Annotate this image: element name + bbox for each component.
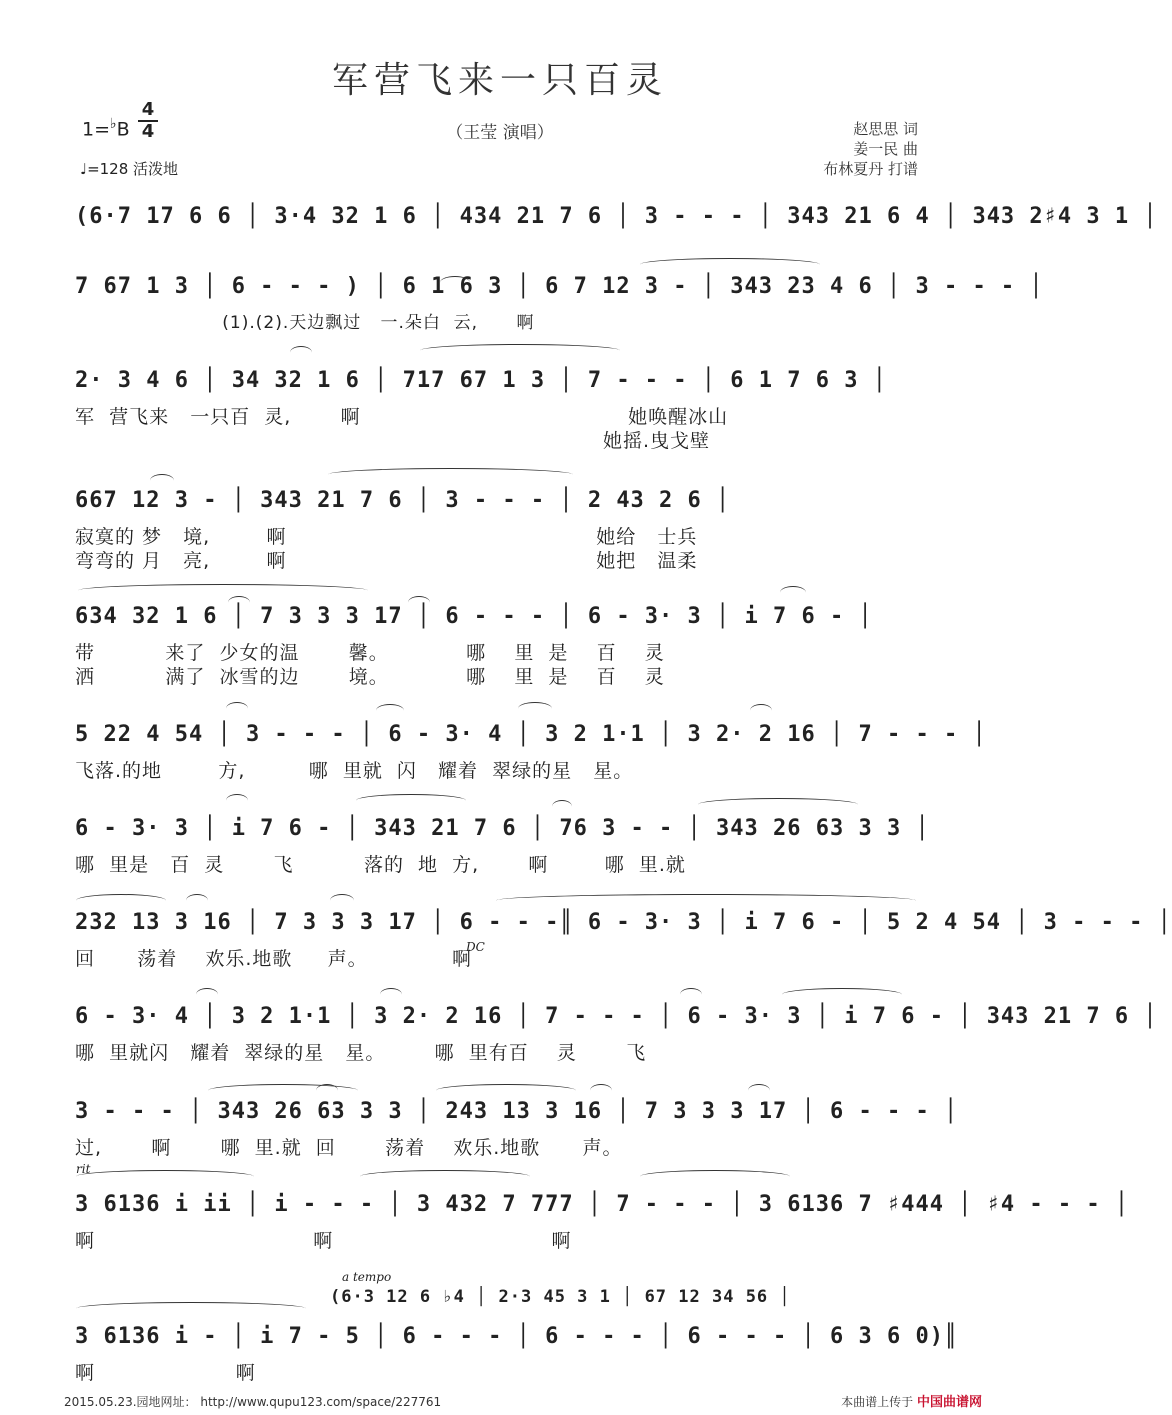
slur-arc (748, 1084, 770, 1097)
transcriber-credit: 布林夏丹 打谱 (823, 160, 918, 178)
slur-arc (228, 596, 250, 609)
slur-arc (380, 988, 402, 1001)
lyric-row: 军 营飞来 一只百 灵, 啊 她唤醒冰山 (75, 406, 729, 428)
slur-arc (186, 894, 208, 907)
notation-row: 2· 3 4 6 │ 34 32 1 6 │ 717 67 1 3 │ 7 - - - │ 6 1 7 6 3 │ (75, 368, 887, 393)
lyric-row: 寂寞的 梦 境, 啊 她给 士兵 (75, 526, 698, 548)
lyric-row: 飞落.的地 方, 哪 里就 闪 耀着 翠绿的星 星。 (75, 760, 634, 782)
notation-row: 6 - 3· 3 │ i 7 6 - │ 343 21 7 6 │ 76 3 - - │ 343 26 63 3 3 │ (75, 816, 930, 841)
score-line-12 (330, 1282, 820, 1312)
key-prefix: 1= (82, 118, 111, 141)
slur-arc (518, 702, 552, 715)
slur-arc (78, 584, 368, 597)
meter-top: 4 (141, 99, 155, 120)
time-signature (138, 100, 158, 142)
slur-arc (76, 1302, 306, 1315)
footer-source (841, 1391, 982, 1410)
singer-credit: （王莹 演唱） (446, 123, 554, 143)
footer-url: 2015.05.23.园地网址： http://www.qupu123.com/space/227761 (64, 1395, 442, 1409)
slur-arc (290, 346, 312, 359)
lyric-row: 弯弯的 月 亮, 啊 她把 温柔 (75, 550, 698, 572)
slur-arc (196, 988, 218, 1001)
composer-credit: 姜一民 曲 (853, 140, 918, 158)
notation-row: 634 32 1 6 │ 7 3 3 3 17 │ 6 - - - │ 6 - 3· 3 │ i 7 6 - │ (75, 604, 873, 629)
slur-arc (680, 988, 702, 1001)
key-note: B (116, 118, 130, 141)
lyric-row: 哪 里是 百 灵 飞 落的 地 方, 啊 哪 里.就 (75, 854, 686, 876)
dc-mark: DC (466, 940, 485, 954)
footer-source-prefix: 本曲谱上传于 (841, 1395, 914, 1409)
notation-row: 667 12 3 - │ 343 21 7 6 │ 3 - - - │ 2 43 2 6 │ (75, 488, 731, 513)
notation-row: (6·7 17 6 6 │ 3·4 32 1 6 │ 434 21 7 6 │ 3 - - - │ 343 21 6 4 │ 343 2♯4 3 1 │ (75, 204, 1158, 229)
slur-arc (552, 800, 572, 813)
score-line-10 (75, 1095, 959, 1129)
notation-row: 7 67 1 3 │ 6 - - - ) │ 6 1 6 3 │ 6 7 12 3 - │ 343 23 4 6 │ 3 - - - │ (75, 274, 1044, 299)
notation-row: 3 6136 i - │ i 7 - 5 │ 6 - - - │ 6 - - - │ 6 - - - │ 6 3 6 0)║ (75, 1324, 959, 1349)
slur-arc (356, 794, 466, 807)
lyric-row: 过, 啊 哪 里.就 回 荡着 欢乐.地歌 声。 (75, 1137, 623, 1159)
slur-arc (496, 894, 916, 907)
lyric-row: (1).(2).天边飘过 一.朵白 云, 啊 (75, 313, 535, 333)
score-line-8 (75, 906, 1172, 940)
slur-arc (376, 704, 404, 717)
score-line-11 (75, 1188, 1130, 1222)
song-title: 军营飞来一只百灵 (331, 60, 668, 101)
notation-row: 5 22 4 54 │ 3 - - - │ 6 - 3· 4 │ 3 2 1·1 │ 3 2· 2 16 │ 7 - - - │ (75, 722, 987, 747)
slur-arc (780, 586, 806, 599)
lyricist-credit: 赵思思 词 (853, 120, 918, 138)
slur-arc (436, 1084, 576, 1097)
slur-arc (408, 596, 430, 609)
score-line-1 (75, 200, 1158, 234)
slur-arc (226, 794, 248, 807)
lyric-row: 啊 啊 (75, 1362, 256, 1384)
notation-row: 6 - 3· 4 │ 3 2 1·1 │ 3 2· 2 16 │ 7 - - - │ 6 - 3· 3 │ i 7 6 - │ 343 21 7 6 │ (75, 1004, 1158, 1029)
lyric-row: 回 荡着 欢乐.地歌 声。 啊 (75, 948, 473, 970)
slur-arc (590, 1084, 612, 1097)
slur-arc (76, 894, 166, 907)
tempo-marking: ♩=128 活泼地 (80, 160, 179, 178)
score-line-4 (75, 484, 925, 518)
score-line-5 (75, 600, 925, 634)
slur-arc (150, 474, 174, 487)
lyric-row: 她摇.曳戈壁 (75, 430, 711, 452)
score-line-6 (75, 718, 987, 752)
slur-arc (698, 798, 858, 811)
slur-arc (226, 702, 248, 715)
slur-arc (328, 468, 573, 481)
slur-arc (640, 258, 820, 271)
lyric-row: 带 来了 少女的温 馨。 哪 里 是 百 灵 (75, 642, 665, 664)
meter-bottom: 4 (141, 121, 155, 142)
a-tempo-mark: a tempo (342, 1270, 392, 1284)
slur-arc (640, 1170, 790, 1183)
slur-arc (440, 276, 470, 289)
lyric-row: 啊 啊 啊 (75, 1230, 572, 1252)
score-line-7 (75, 812, 930, 846)
slur-arc (76, 1170, 254, 1183)
key-flat: ♭ (110, 116, 117, 132)
slur-arc (750, 704, 772, 717)
slur-arc (316, 1084, 338, 1097)
notation-row: (6·3 12 6 ♭4 │ 2·3 45 3 1 │ 67 12 34 56 │ (330, 1287, 791, 1307)
slur-arc (330, 894, 354, 907)
score-line-9 (75, 1000, 1158, 1034)
notation-row: 232 13 3 16 │ 7 3 3 3 17 │ 6 - - -║ 6 - 3· 3 │ i 7 6 - │ 5 2 4 54 │ 3 - - - │ (75, 910, 1172, 935)
score-line-2 (75, 270, 1044, 304)
rit-mark: rit (76, 1162, 91, 1176)
site-logo: 中国曲谱网 (916, 1395, 982, 1410)
score-line-13 (75, 1320, 959, 1354)
notation-row: 3 - - - │ 343 26 63 3 3 │ 243 13 3 16 │ 7 3 3 3 17 │ 6 - - - │ (75, 1099, 959, 1124)
slur-arc (782, 988, 902, 1001)
notation-row: 3 6136 i ii │ i - - - │ 3 432 7 777 │ 7 - - - │ 3 6136 7 ♯444 │ ♯4 - - - │ (75, 1192, 1130, 1217)
slur-arc (360, 1170, 530, 1183)
key-signature (82, 116, 130, 140)
score-line-3 (75, 364, 925, 398)
slur-arc (420, 344, 620, 357)
lyric-row: 洒 满了 冰雪的边 境。 哪 里 是 百 灵 (75, 666, 665, 688)
lyric-row: 哪 里就闪 耀着 翠绿的星 星。 哪 里有百 灵 飞 (75, 1042, 647, 1064)
